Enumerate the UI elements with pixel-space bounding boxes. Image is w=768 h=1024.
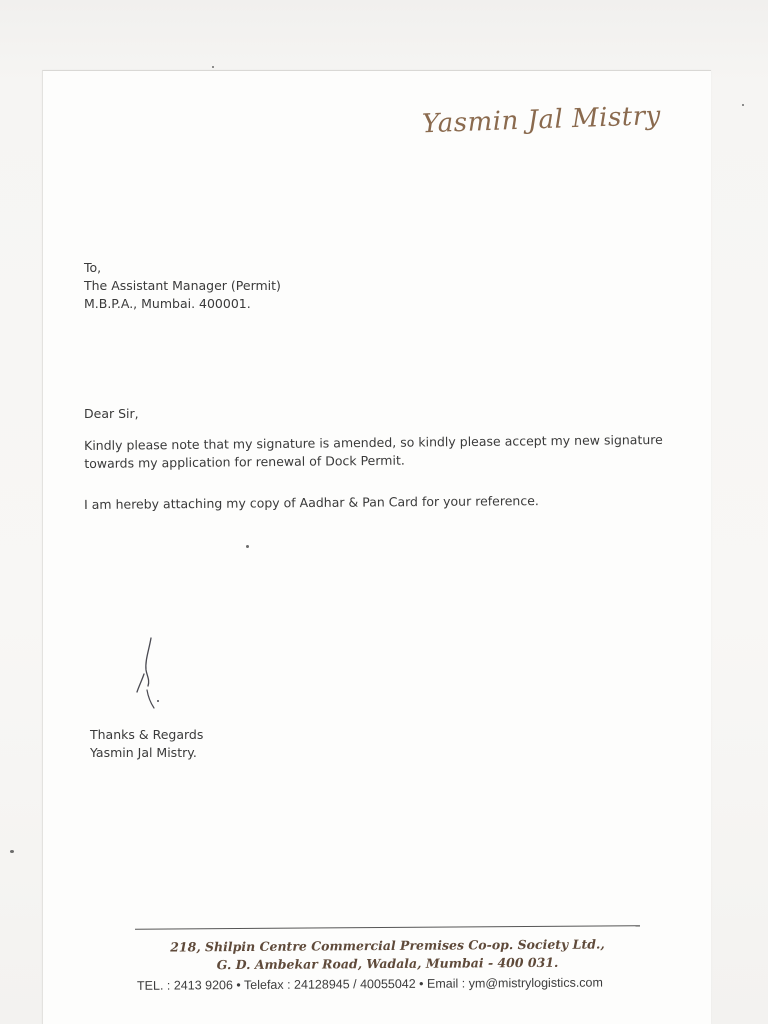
- footer-address: [135, 935, 640, 975]
- handwritten-signature: [123, 636, 163, 721]
- letter-sheet: [42, 70, 711, 1024]
- scan-speck: [742, 104, 744, 106]
- closing-block: [90, 726, 203, 762]
- footer-divider: [135, 925, 640, 930]
- footer-address-line: G. D. Ambekar Road, Wadala, Mumbai - 400 031.: [216, 954, 559, 973]
- scan-speck: [212, 66, 214, 68]
- closing-line: Thanks & Regards: [90, 727, 204, 742]
- recipient-line: M.B.P.A., Mumbai. 400001.: [84, 296, 251, 311]
- footer-contact: TEL. : 2413 9206 • Telefax : 24128945 / 40055042 • Email : ym@mistrylogistics.com: [136, 975, 603, 993]
- recipient-line: To,: [84, 260, 102, 275]
- letterhead-name: Yasmin Jal Mistry: [421, 101, 662, 140]
- letter-paragraph: I am hereby attaching my copy of Aadhar & Pan Card for your reference.: [84, 493, 539, 512]
- signatory-name: Yasmin Jal Mistry.: [90, 745, 197, 760]
- scan-speck: [246, 545, 249, 548]
- recipient-line: The Assistant Manager (Permit): [84, 278, 281, 293]
- recipient-address: [84, 259, 281, 313]
- salutation: Dear Sir,: [84, 406, 139, 421]
- scan-speck: [10, 850, 14, 853]
- footer-address-line: 218, Shilpin Centre Commercial Premises Co-op. Society Ltd.,: [170, 936, 605, 955]
- letter-paragraph: Kindly please note that my signature is amended, so kindly please accept my new signature towards my application for renewal of Dock Permit.: [84, 431, 663, 471]
